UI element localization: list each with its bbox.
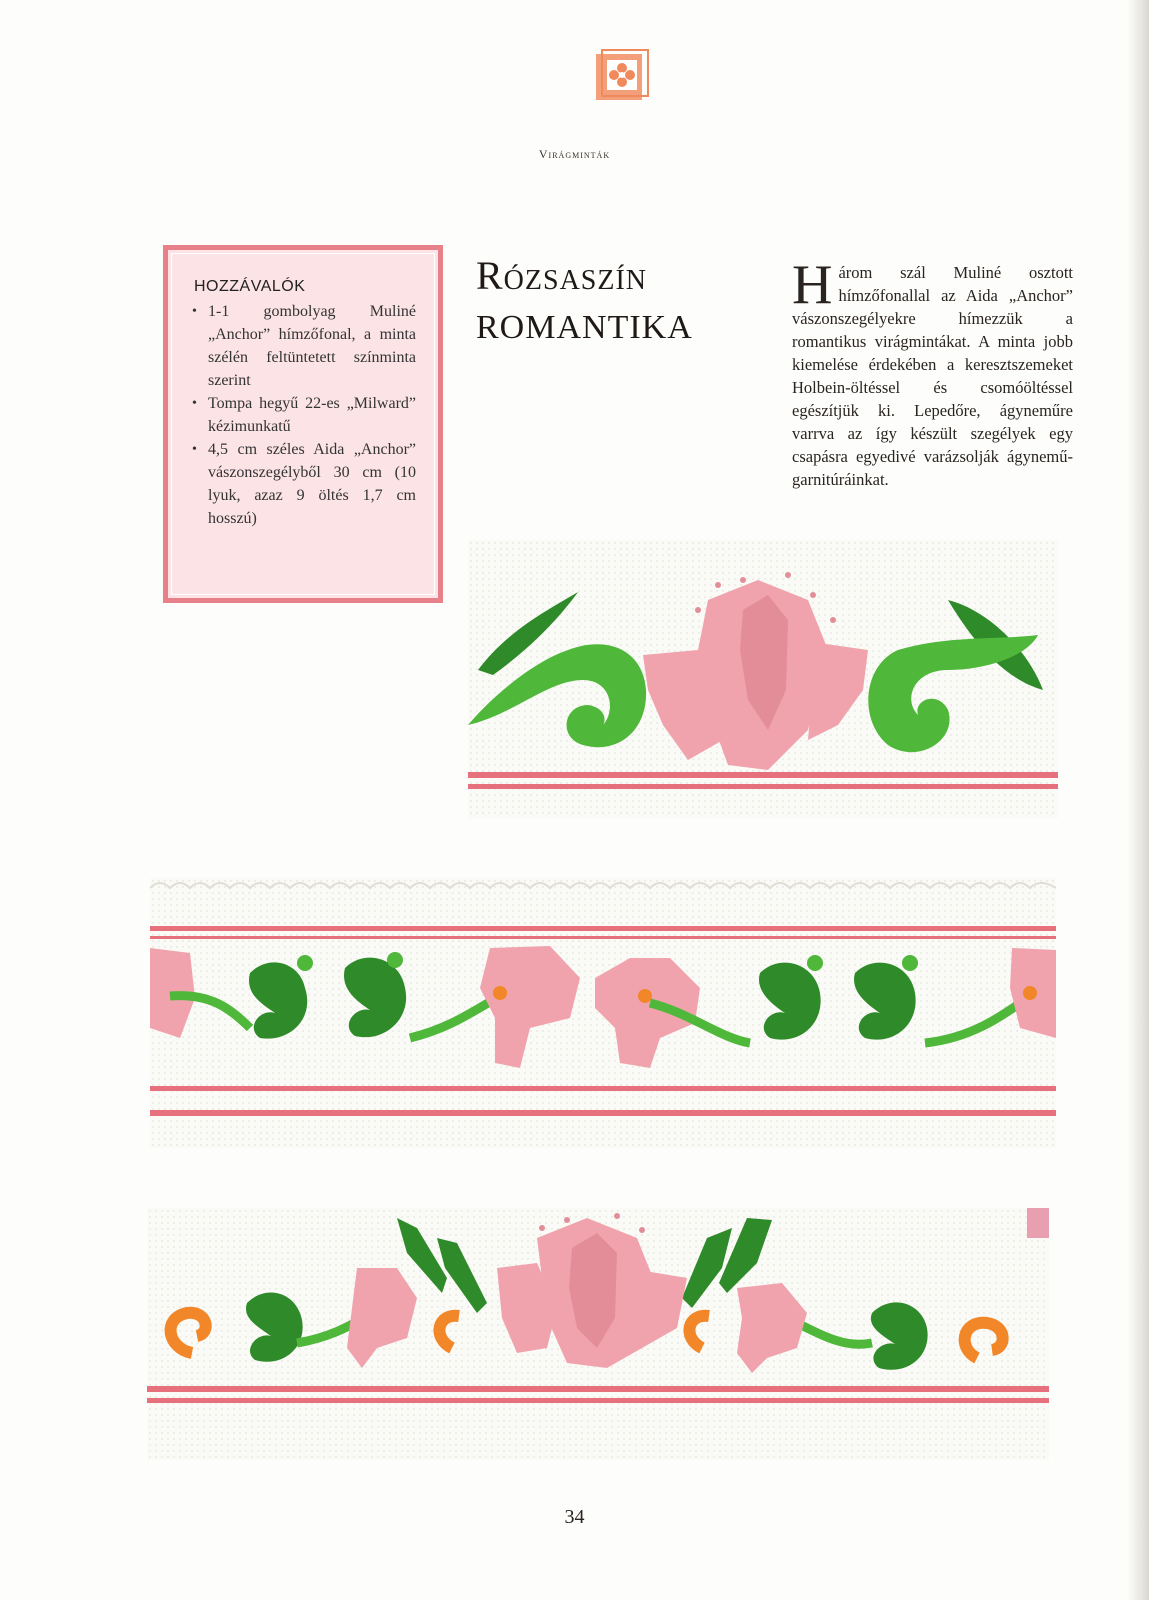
intro-paragraph [792,254,1073,491]
drop-cap: H [792,254,833,316]
embroidery-photo-flower-band [150,878,1056,1148]
ingredient-item: • 1-1 gombolyag Muliné „Anchor” hímzőfonal, a minta szélén feltüntetett színminta szerint [188,300,416,392]
intro-text: árom szál Muliné osztott hímzőfonallal az Aida „Anchor” vászonszegélyekre hímezzük a romantikus virágmintákat. A minta jobb kiemelése érdekében a keresztszemeket Holbein-öltéssel és csomóöltéssel egészítjük ki. Lepedőre, ágyneműre varrva az így készült szegélyek egy csapásra egyedivé varázsolják ágynemű-garnitúráinkat. [792,263,1073,489]
ingredient-item: • 4,5 cm széles Aida „Anchor” vászonszegélyből 30 cm (10 lyuk, azaz 9 öltés 1,7 cm hosszú) [188,438,416,530]
ingredient-item: • Tompa hegyű 22-es „Milward” kézimunkatű [188,392,416,438]
article-title [476,250,693,354]
ingredients-list [188,300,416,530]
ingredients-box [163,245,443,603]
ingredients-heading: HOZZÁVALÓK [194,278,306,295]
embroidery-photo-rose-curls [147,1208,1049,1460]
embroidery-photo-rose-leaves [468,540,1058,818]
section-title: Virágminták [538,147,611,161]
page-number: 34 [564,1506,585,1528]
flower-square-icon [594,48,650,104]
article-title-line1: Rózsaszín [476,253,648,298]
article-title-line2: ROMANTIKA [476,309,693,346]
page-edge [1127,0,1149,1600]
